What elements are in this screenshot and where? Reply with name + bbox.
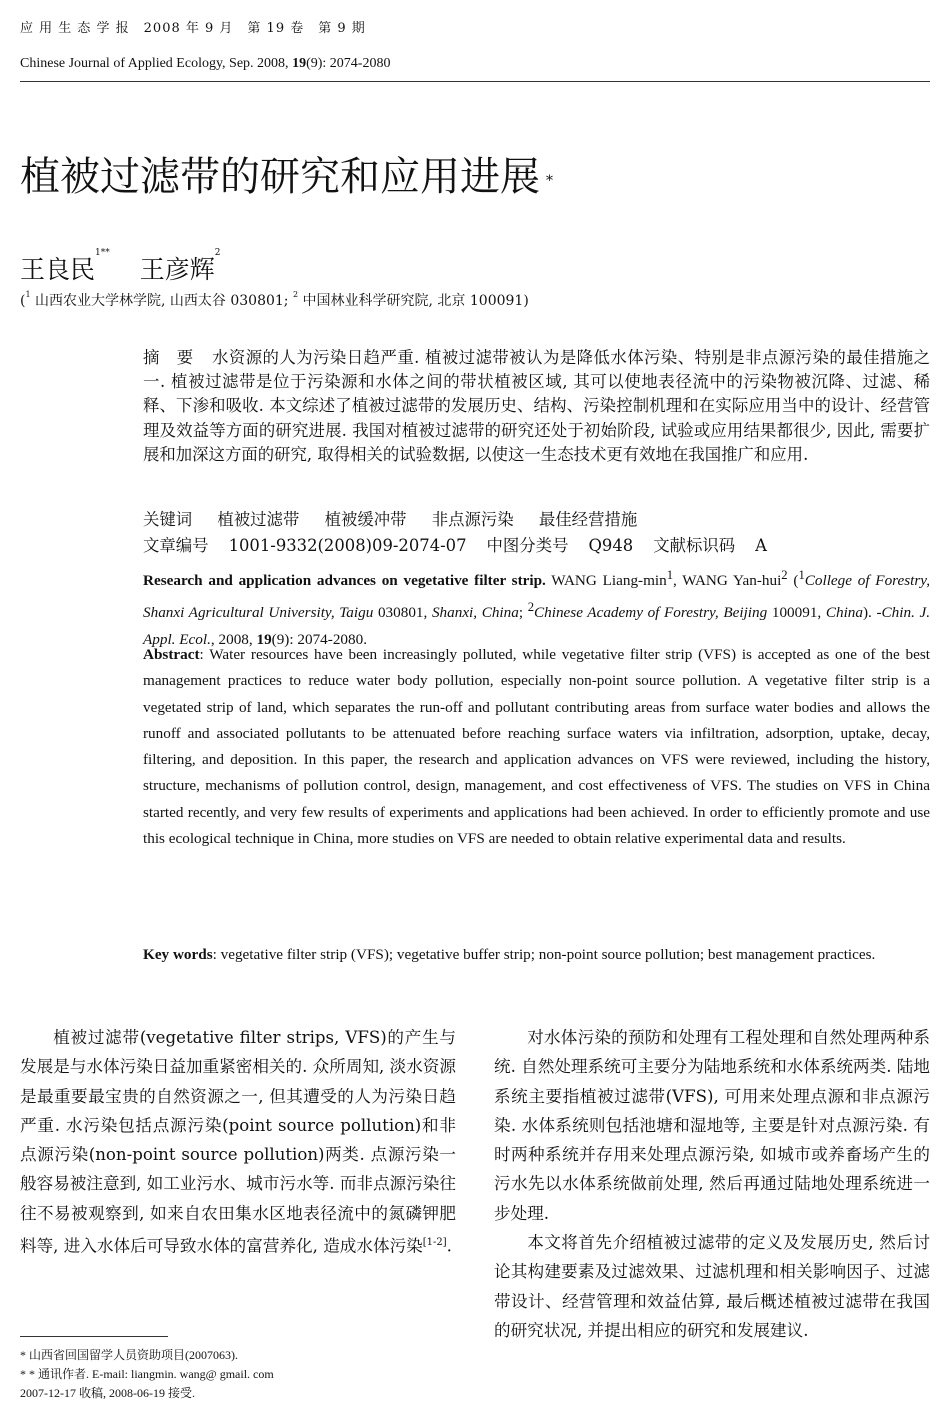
body-right-column xyxy=(494,1023,930,1345)
class-label: 中图分类号 xyxy=(486,536,569,555)
code-value: A xyxy=(755,536,768,555)
footnote-dates: 2007-12-17 收稿, 2008-06-19 接受. xyxy=(20,1386,195,1400)
article-info-line xyxy=(143,534,930,558)
article-title-text: 植被过滤带的研究和应用进展 xyxy=(20,154,540,200)
en-affil-2b: 100091, xyxy=(767,604,826,622)
abstract-en-label: Abstract xyxy=(143,646,200,663)
affil-open: ( xyxy=(20,293,26,309)
code-label: 文献标识码 xyxy=(653,536,736,555)
affil-text-2: 中国林业科学研究院, 北京 100091) xyxy=(298,293,529,309)
body-paragraph: 对水体污染的预防和处理有工程处理和自然处理两种系统. 自然处理系统可主要分为陆地系统和水体系统两类. 陆地系统主要指植被过滤带(VFS), 可用来处理点源和非点源污染. 水体系统则包括池塘和湿地等, 主要是针对点源污染. 有时两种系统并存用来处理点源污染, 如城市或养畜场产生的污水先以水体系统做前处理, 然后再通过陆地处理系统进一步处理. xyxy=(494,1028,930,1223)
en-volume: 19 xyxy=(256,630,272,648)
abstract-en xyxy=(143,642,930,852)
author-line xyxy=(20,250,221,286)
keywords-cn-item: 非点源污染 xyxy=(431,510,514,529)
footnotes xyxy=(20,1346,274,1403)
abstract-cn-label: 摘 要 xyxy=(143,348,194,367)
affiliation-line xyxy=(20,290,529,310)
body-paragraph: 本文将首先介绍植被过滤带的定义及发展历史, 然后讨论其构建要素及过滤效果、过滤机理和相关影响因子、过滤带设计、经营管理和效益估算, 最后概述植被过滤带在我国的研究状况, 并提出相应的研究和发展建议. xyxy=(494,1233,930,1340)
author-1-name: 王良民 xyxy=(20,255,96,284)
header-rule xyxy=(20,81,930,82)
en-sup: 1 xyxy=(798,568,805,582)
header-en-suffix: (9): 2074-2080 xyxy=(306,56,391,71)
keywords-cn xyxy=(143,508,930,532)
body-left-p1-text: 植被过滤带(vegetative filter strips, VFS)的产生与发展是与水体污染日益加重紧密相关的. 众所周知, 淡水资源是最重要最宝贵的自然资源之一, 但其遭受的人为污染日趋严重. 水污染包括点源污染(point source pollution)和非点源污染(non-point source pollution)两类. 点源污染一般容易被注意到, 如工业污水、城市污水等. 而非点源污染往往不易被观察到, 如来自农田集水区地表径流中的氮磷钾肥料等, 进入水体后可导致水体的富营养化, 造成水体污染 xyxy=(20,1028,456,1256)
footnote-correspondence: * * 通讯作者. E-mail: liangmin. wang@ gmail. com xyxy=(20,1367,274,1381)
en-authors-2: , WANG Yan-hui xyxy=(673,572,782,590)
en-affil-1: College of Forestry, Shanxi Agricultural University, Taigu xyxy=(143,572,930,622)
en-affil-1b: 030801, xyxy=(373,604,432,622)
en-sup: 2 xyxy=(527,600,535,615)
affil-text-1: 山西农业大学林学院, 山西太谷 030801; xyxy=(30,293,293,309)
en-affil-1c: Shanxi, China xyxy=(431,604,519,622)
author-2-name: 王彦辉 xyxy=(139,255,215,284)
en-title: Research and application advances on vegetative filter strip. xyxy=(143,572,546,590)
article-no-label: 文章编号 xyxy=(143,536,209,555)
en-authors: WANG Liang-min xyxy=(545,572,667,590)
author-1-sup: 1** xyxy=(95,248,110,258)
journal-header-en xyxy=(20,55,390,73)
title-footnote-mark: * xyxy=(546,173,553,189)
en-cite-prefix: ). - xyxy=(862,604,882,622)
author-2-sup: 2 xyxy=(214,248,221,258)
citation-ref: [1-2] xyxy=(422,1237,447,1249)
en-cite-end: (9): 2074-2080. xyxy=(271,630,367,648)
keywords-cn-item: 植被缓冲带 xyxy=(324,510,407,529)
en-journal: Chin. J. Appl. Ecol. xyxy=(143,604,931,648)
en-affil-2c: China xyxy=(825,604,863,622)
article-no-value: 1001-9332(2008)09-2074-07 xyxy=(228,536,467,555)
header-en-volume: 19 xyxy=(292,56,307,71)
body-paragraph xyxy=(20,1023,456,1261)
keywords-cn-item: 最佳经营措施 xyxy=(538,510,638,529)
keywords-en xyxy=(143,942,930,968)
en-affil-open: ( xyxy=(787,572,799,590)
en-sup: 1 xyxy=(666,568,674,582)
en-affil-sep: ; xyxy=(518,604,528,622)
keywords-en-label: Key words xyxy=(143,946,213,963)
journal-header-cn: 应 用 生 态 学 报 2008 年 9 月 第 19 卷 第 9 期 xyxy=(20,21,366,36)
class-value: Q948 xyxy=(588,536,634,555)
keywords-cn-item: 植被过滤带 xyxy=(217,510,300,529)
body-left-p1-end: . xyxy=(446,1236,452,1256)
affil-sup-2: 2 xyxy=(292,290,299,299)
keywords-cn-label: 关键词 xyxy=(143,510,193,529)
footnote-funding: * 山西省回国留学人员资助项目(2007063). xyxy=(20,1348,238,1362)
abstract-cn-text: 水资源的人为污染日趋严重. 植被过滤带被认为是降低水体污染、特别是非点源污染的最佳措施之一. 植被过滤带是位于污染源和水体之间的带状植被区域, 其可以使地表径流中的污染物被沉降、过滤、稀释、下渗和吸收. 本文综述了植被过滤带的发展历史、结构、污染控制机理和在实际应用当中的设计、经营管理及效益等方面的研究进展. 我国对植被过滤带的研究还处于初始阶段, 试验或应用结果都很少, 因此, 需要扩展和加深这方面的研究, 取得相关的试验数据, 以使这一生态技术更有效地在我国推广和应用. xyxy=(143,348,931,464)
keywords-en-text: : vegetative filter strip (VFS); vegetative buffer strip; non-point source pollution; best management practices. xyxy=(212,946,876,963)
en-affil-2: Chinese Academy of Forestry, Beijing xyxy=(534,604,768,622)
english-citation-block xyxy=(143,562,930,653)
body-left-column xyxy=(20,1023,456,1261)
abstract-cn xyxy=(143,346,930,467)
en-cite-mid: , 2008, xyxy=(210,630,257,648)
abstract-en-text: : Water resources have been increasingly polluted, while vegetative filter strip (VFS) is accepted as one of the best management practices to reduce water body pollution, especially non-point source pollution. A vegetative filter strip is a vegetated strip of land, which separates the run-off and pollutant contributing areas from surface water bodies and allows the runoff and associated pollutants to be attenuated before reaching surface waters via infiltration, adsorption, uptake, decay, filtering, and deposition. In this paper, the research and application advances on VFS were reviewed, including the history, structure, mechanisms of pollution control, design, management, and cost effectiveness of VFS. The studies on VFS in China started recently, and very few results of experiments and applications had been achieved. In order to efficiently promote and use this ecological technique in China, more studies on VFS are needed to obtain relative experimental data and results. xyxy=(143,646,930,848)
article-title xyxy=(20,153,553,201)
affil-sup-1: 1 xyxy=(25,290,31,299)
header-en-prefix: Chinese Journal of Applied Ecology, Sep. 2008, xyxy=(20,56,293,71)
en-sup: 2 xyxy=(781,568,788,582)
footnote-rule xyxy=(20,1336,168,1337)
